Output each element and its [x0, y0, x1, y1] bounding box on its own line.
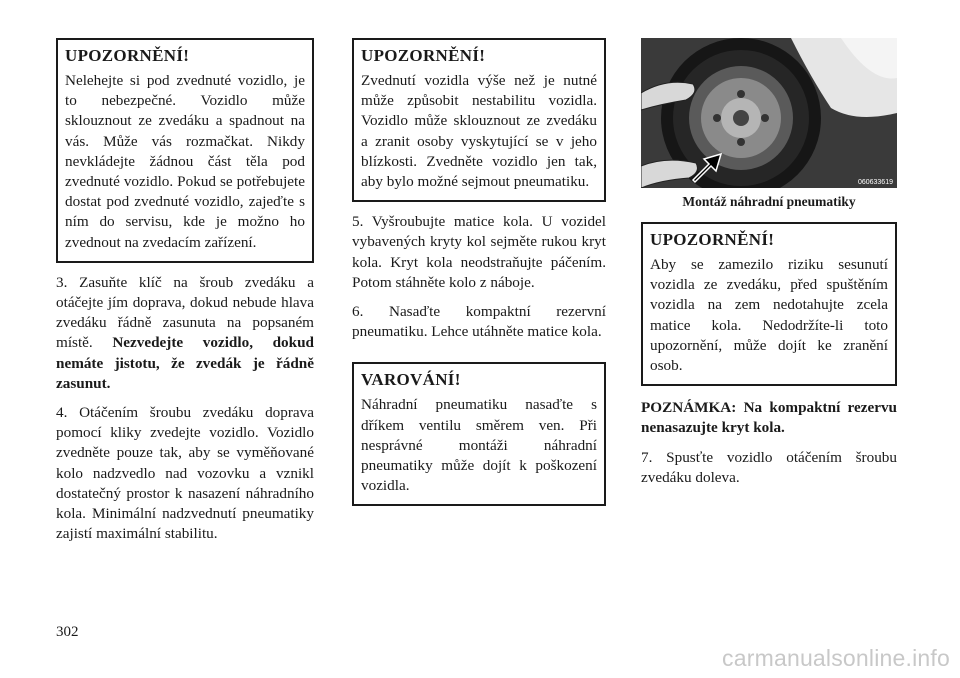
left-column: [56, 38, 314, 553]
watermark: carmanualsonline.info: [722, 645, 950, 671]
caution-box: [352, 362, 606, 506]
middle-column: [352, 38, 606, 506]
photo-caption: Montáž náhradní pneumatiky: [682, 194, 856, 209]
caution-body: Náhradní pneumatiku nasaďte s dříkem ventilu směrem ven. Při nesprávné montáži náhradní pneumatiky může dojít k poškození vozidla.: [361, 396, 597, 495]
caution-title: VAROVÁNÍ!: [361, 370, 461, 390]
warning-title: UPOZORNĚNÍ!: [650, 230, 775, 249]
warning-box-3: [641, 222, 897, 386]
note: POZNÁMKA: Na kompaktní rezervu nenasazujte kryt kola.: [641, 399, 897, 437]
step-7: 7. Spusťte vozidlo otáčením šroubu zvedáku doleva.: [641, 448, 897, 486]
spare-tire-photo: [641, 38, 897, 188]
step-4: 4. Otáčením šroubu zvedáku doprava pomocí kliky zvedejte vozidlo. Vozidlo zvedněte pouze tak, aby se vyměňované kolo nadzvedlo nad vozovku a vznikl dostatečný prostor k nasazení náhradního kola. Minimální nadzvednutí pneumatiky zajistí maximální stabilitu.: [56, 404, 314, 543]
warning-box-2: [352, 38, 606, 202]
warning-title: UPOZORNĚNÍ!: [65, 46, 190, 65]
step-3: [56, 273, 314, 394]
right-column: [641, 38, 897, 497]
step-6: 6. Nasaďte kompaktní rezervní pneumatiku. Lehce utáhněte matice kola.: [352, 303, 606, 341]
photo-code: 060633619: [857, 179, 893, 186]
step-3-text: 3. Zasuňte klíč na šroub zvedáku a otáčejte jím doprava, dokud nebude hlava zvedáku řádně zasunuta na popsaném místě.: [56, 273, 314, 352]
page-number: 302: [56, 624, 79, 640]
warning-body: Nelehejte si pod zvednuté vozidlo, je to nebezpečné. Vozidlo může sklouznout ze zvedáku a spadnout na vás. Může vás rozmačkat. Nikdy nevkládejte žádnou část těla pod zvednuté vozidlo. Pokud se potřebujete dostat pod zvednuté vozidlo, zajeďte s ním do servisu, kde je možno ho zvednout na zvedacím zařízení.: [65, 72, 305, 251]
step-5: 5. Vyšroubujte matice kola. U vozidel vybavených kryty kol sejměte rukou kryt kola. Kryt kola neodstraňujte páčením. Potom stáhněte kolo z náboje.: [352, 213, 606, 291]
tire-mounting-illustration: [641, 38, 897, 188]
warning-body: Aby se zamezilo riziku sesunutí vozidla ze zvedáku, před spuštěním vozidla na zem nedotahujte zcela matice kola. Nedodržíte-li toto upozornění, může dojít ke zranění osob.: [650, 256, 888, 375]
warning-title: UPOZORNĚNÍ!: [361, 46, 486, 65]
warning-body: Zvednutí vozidla výše než je nutné může způsobit nestabilitu vozidla. Vozidlo může sklouznout ze zvedáku a zranit osoby vyskytující se v jeho blízkosti. Zvedněte vozidlo jen tak, aby bylo možné sejmout pneumatiku.: [361, 72, 597, 191]
warning-box-1: [56, 38, 314, 263]
step-3-bold: Nezvedejte vozidlo, dokud nemáte jistotu, že zvedák je řádně zasunut.: [56, 334, 314, 392]
